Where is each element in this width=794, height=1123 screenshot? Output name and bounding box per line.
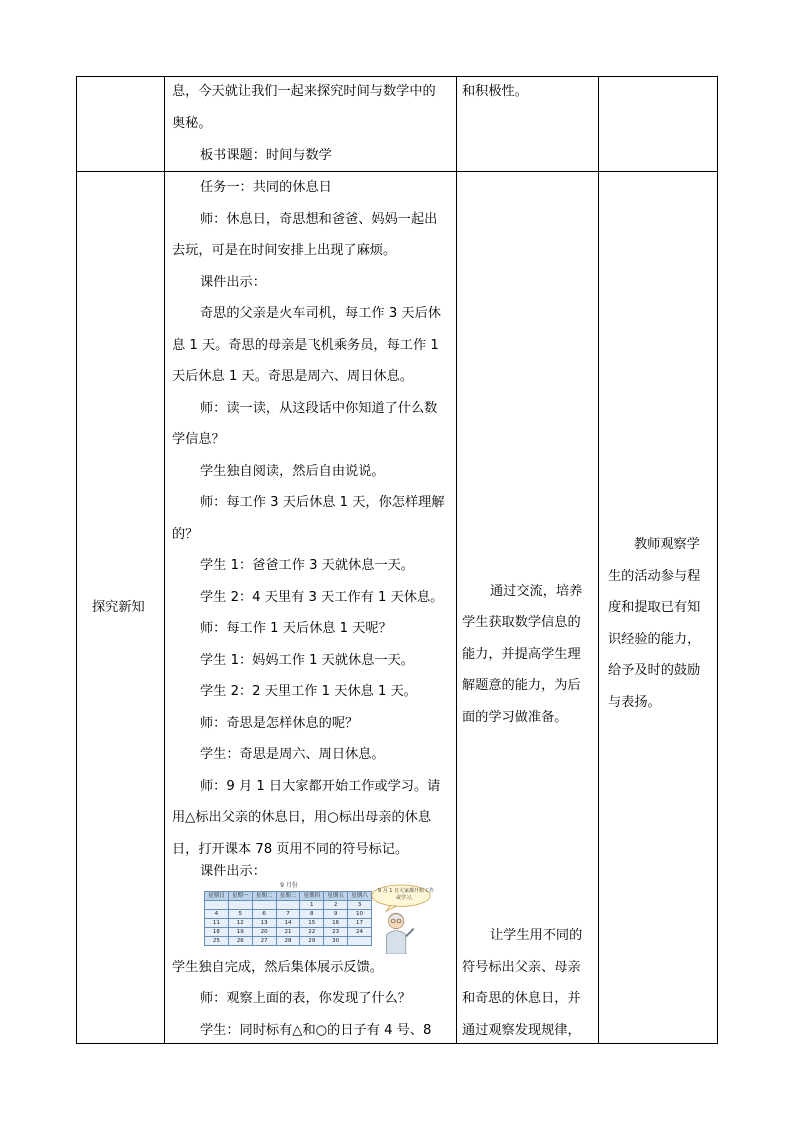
calendar-day: 13: [252, 919, 276, 928]
calendar-day: 20: [252, 928, 276, 937]
section-label: 探究新知: [92, 600, 145, 615]
text-line: 师：休息日，奇思想和爸爸、妈妈一起出: [200, 212, 438, 227]
text-line: 学生 1：爸爸工作 3 天就休息一天。: [200, 558, 414, 573]
table-border-left: [76, 76, 77, 1044]
calendar-grid: [204, 891, 372, 946]
text-line: 度和提取已有知: [608, 600, 701, 615]
calendar-header-row: [205, 892, 372, 901]
calendar-day: 26: [228, 937, 252, 946]
calendar-header-cell: 星期四: [300, 892, 324, 901]
calendar-header-cell: 星期一: [228, 892, 252, 901]
text-line: 师：每工作 1 天后休息 1 天呢？: [200, 621, 392, 636]
calendar-day: 5: [228, 910, 252, 919]
calendar-day: 18: [205, 928, 229, 937]
text-line: 让学生用不同的: [490, 928, 583, 943]
text-line: 师：读一读，从这段话中你知道了什么数: [200, 401, 438, 416]
calendar-day: 15: [300, 919, 324, 928]
text-line: 解题意的能力，为后: [462, 678, 581, 693]
text-line: 学生 2：2 天里工作 1 天休息 1 天。: [200, 684, 417, 699]
calendar-day: 28: [276, 937, 300, 946]
calendar-day: 25: [205, 937, 229, 946]
text-line: 日，打开课本 78 页用不同的符号标记。: [172, 842, 409, 857]
text-line: 与表扬。: [608, 695, 661, 710]
text-line: 学生：奇思是周六、周日休息。: [200, 747, 385, 762]
text-line: 和积极性。: [462, 84, 528, 99]
calendar-day: [205, 901, 229, 910]
text-line: 去玩，可是在时间安排上出现了麻烦。: [172, 243, 397, 258]
text-line: 师：观察上面的表，你发现了什么？: [200, 991, 411, 1006]
calendar-day: 12: [228, 919, 252, 928]
calendar-day: [276, 901, 300, 910]
text-line: 师：每工作 3 天后休息 1 天，你怎样理解: [200, 495, 445, 510]
text-line: 通过观察发现规律，: [462, 1023, 581, 1038]
text-line: 息 1 天。奇思的母亲是飞机乘务员，每工作 1: [172, 338, 439, 353]
calendar-day: 29: [300, 937, 324, 946]
text-line: 和奇思的休息日，并: [462, 991, 581, 1006]
text-line: 学生独自完成，然后集体展示反馈。: [172, 960, 383, 975]
calendar-day: [252, 901, 276, 910]
calendar-day: 11: [205, 919, 229, 928]
text-line: 学生 1：妈妈工作 1 天就休息一天。: [200, 653, 414, 668]
calendar-week-row: [205, 928, 372, 937]
table-row-divider: [76, 171, 718, 172]
text-line: 生的活动参与程: [608, 569, 701, 584]
text-line: 天后休息 1 天。奇思是周六、周日休息。: [172, 369, 413, 384]
calendar-day: 3: [348, 901, 372, 910]
table-divider: [164, 76, 165, 1044]
table-divider: [598, 76, 599, 1044]
text-line: 学信息？: [172, 432, 225, 447]
calendar-header-cell: 星期三: [276, 892, 300, 901]
task-heading: 任务一：共同的休息日: [200, 180, 332, 195]
text-line: 学生：同时标有△和○的日子有 4 号、8: [200, 1023, 432, 1038]
calendar-day: 2: [324, 901, 348, 910]
calendar-day: 16: [324, 919, 348, 928]
table-border-bottom: [76, 1043, 718, 1044]
lesson-table: [76, 76, 718, 1044]
calendar-week-row: [205, 901, 372, 910]
table-border-right: [717, 76, 718, 1044]
calendar-week-row: [205, 910, 372, 919]
calendar-header-cell: 星期日: [205, 892, 229, 901]
calendar-header-cell: 星期六: [348, 892, 372, 901]
calendar-day: 27: [252, 937, 276, 946]
text-line: 息，今天就让我们一起来探究时间与数学中的: [172, 84, 436, 99]
text-line: 识经验的能力，: [608, 632, 701, 647]
calendar-day: [348, 937, 372, 946]
text-line: 学生获取数学信息的: [462, 615, 581, 630]
text-line: 教师观察学: [634, 537, 700, 552]
calendar-day: 22: [300, 928, 324, 937]
calendar-day: 7: [276, 910, 300, 919]
text-line: 符号标出父亲、母亲: [462, 960, 581, 975]
calendar-day: 9: [324, 910, 348, 919]
calendar-day: 19: [228, 928, 252, 937]
calendar-day: 14: [276, 919, 300, 928]
text-line: 板书课题：时间与数学: [200, 148, 332, 163]
text-line: 用△标出父亲的休息日，用○标出母亲的休息: [172, 810, 432, 825]
text-line: 通过交流，培养: [490, 584, 583, 599]
text-line: 学生 2：4 天里有 3 天工作有 1 天休息。: [200, 590, 444, 605]
calendar-day: 10: [348, 910, 372, 919]
calendar-day: 1: [300, 901, 324, 910]
calendar-header-cell: 星期二: [252, 892, 276, 901]
calendar-day: 23: [324, 928, 348, 937]
calendar-day: 21: [276, 928, 300, 937]
table-divider: [456, 76, 457, 1044]
text-line: 学生独自阅读，然后自由说说。: [200, 464, 385, 479]
calendar-day: 4: [205, 910, 229, 919]
text-line: 奥秘。: [172, 116, 212, 131]
text-line: 能力，并提高学生理: [462, 647, 581, 662]
text-line: 给予及时的鼓励: [608, 663, 701, 678]
calendar-header-cell: 星期五: [324, 892, 348, 901]
text-line: 奇思的父亲是火车司机，每工作 3 天后休: [200, 306, 441, 321]
text-line: 课件出示：: [200, 275, 266, 290]
text-line: 面的学习做准备。: [462, 710, 568, 725]
text-line: 师：奇思是怎样休息的呢？: [200, 716, 359, 731]
calendar-day: 8: [300, 910, 324, 919]
table-border-top: [76, 76, 718, 77]
calendar-week-row: [205, 937, 372, 946]
calendar-week-row: [205, 919, 372, 928]
calendar-day: 6: [252, 910, 276, 919]
calendar-day: [228, 901, 252, 910]
speech-bubble-text: 9 月 1 日大家都开始工作或学习。: [377, 888, 435, 901]
calendar-day: 17: [348, 919, 372, 928]
text-line: 课件出示：: [200, 864, 266, 879]
text-line: 师：9 月 1 日大家都开始工作或学习。请: [200, 779, 441, 794]
calendar-day: 24: [348, 928, 372, 937]
text-line: 的？: [172, 527, 199, 542]
calendar-title: 9 月份: [280, 882, 298, 889]
calendar-figure: [204, 882, 374, 948]
calendar-day: 30: [324, 937, 348, 946]
